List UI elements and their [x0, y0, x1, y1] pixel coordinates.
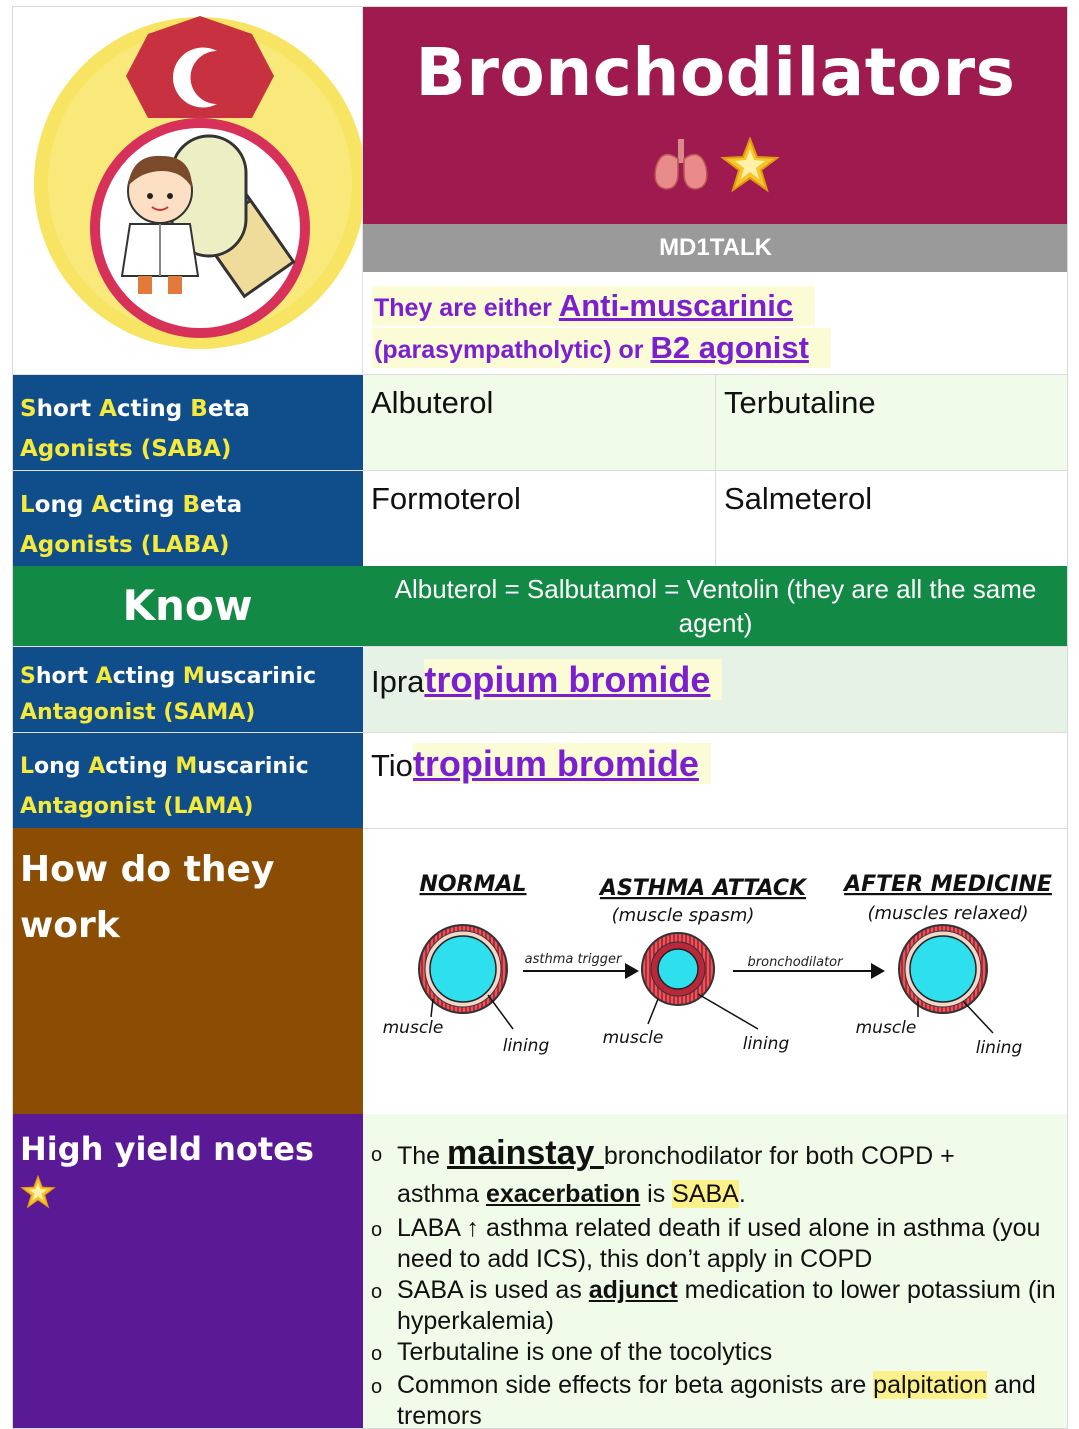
row-label-lama: Long Acting Muscarinic Antagonist (LAMA) — [12, 732, 363, 828]
stage-subtitle-asthma: (muscle spasm) — [611, 905, 755, 926]
intro-term-antimuscarinic: Anti-muscarinic — [558, 288, 794, 323]
intro-text: They are either — [374, 294, 559, 322]
label-muscle-2: muscle — [602, 1028, 664, 1048]
note-item-1: o The mainstay bronchodilator for both COPD + asthma exacerbation is SABA. — [371, 1134, 955, 1208]
saba-drug-1: Albuterol — [363, 374, 715, 470]
label-muscle-3: muscle — [855, 1018, 917, 1038]
sama-drug-prefix: Ipra — [371, 664, 425, 699]
lama-drug-highlight: tropium bromide — [413, 743, 711, 784]
note-item-4: o Terbutaline is one of the tocolytics — [371, 1338, 773, 1366]
saba-drug-2: Terbutaline — [715, 374, 1068, 470]
label-lining-2: lining — [742, 1034, 790, 1054]
brand-bar: MD1TALK — [363, 224, 1068, 272]
table-frame — [12, 6, 1068, 1429]
how-label-line-2: work — [20, 905, 120, 946]
row-label-laba: Long Acting Beta Agonists (LABA) — [12, 470, 363, 566]
stage-title-normal: NORMAL — [419, 872, 527, 897]
how-label-line-1: How do they — [20, 849, 275, 890]
intro-text: (parasympatholytic) or — [374, 336, 651, 364]
laba-drug-1: Formoterol — [363, 470, 715, 566]
intro-term-b2-agonist: B2 agonist — [650, 330, 809, 365]
row-label-saba: Short Acting Beta Agonists (SABA) — [12, 374, 363, 470]
lama-drug-prefix: Tio — [371, 748, 413, 783]
row-label-sama: Short Acting Muscarinic Antagonist (SAMA) — [12, 646, 363, 732]
svg-text:asthma trigger: asthma trigger — [524, 952, 622, 967]
label-lining-1: lining — [502, 1036, 550, 1056]
know-text: Albuterol = Salbutamol = Ventolin (they are all the same agent) — [363, 566, 1068, 646]
sama-drug-highlight: tropium bromide — [424, 659, 722, 700]
label-lining-3: lining — [975, 1038, 1023, 1058]
note-item-2: o LABA ↑ asthma related death if used alone in asthma (you need to add ICS), this don’t apply in COPD — [371, 1214, 1041, 1273]
laba-drug-2: Salmeterol — [715, 470, 1068, 566]
note-item-5: o Common side effects for beta agonists are palpitation and tremors — [371, 1371, 1036, 1429]
page-title: Bronchodilators — [415, 34, 1016, 111]
label-muscle-1: muscle — [382, 1018, 444, 1038]
svg-text:bronchodilator: bronchodilator — [747, 955, 843, 970]
know-label: Know — [12, 566, 363, 646]
stage-title-after: AFTER MEDICINE — [844, 872, 1052, 897]
notes-label-text: High yield notes — [20, 1130, 314, 1168]
stage-subtitle-after: (muscles relaxed) — [867, 903, 1029, 924]
note-item-3: o SABA is used as adjunct medication to lower potassium (in hyperkalemia) — [371, 1276, 1056, 1335]
stage-title-asthma: ASTHMA ATTACK — [599, 876, 807, 901]
